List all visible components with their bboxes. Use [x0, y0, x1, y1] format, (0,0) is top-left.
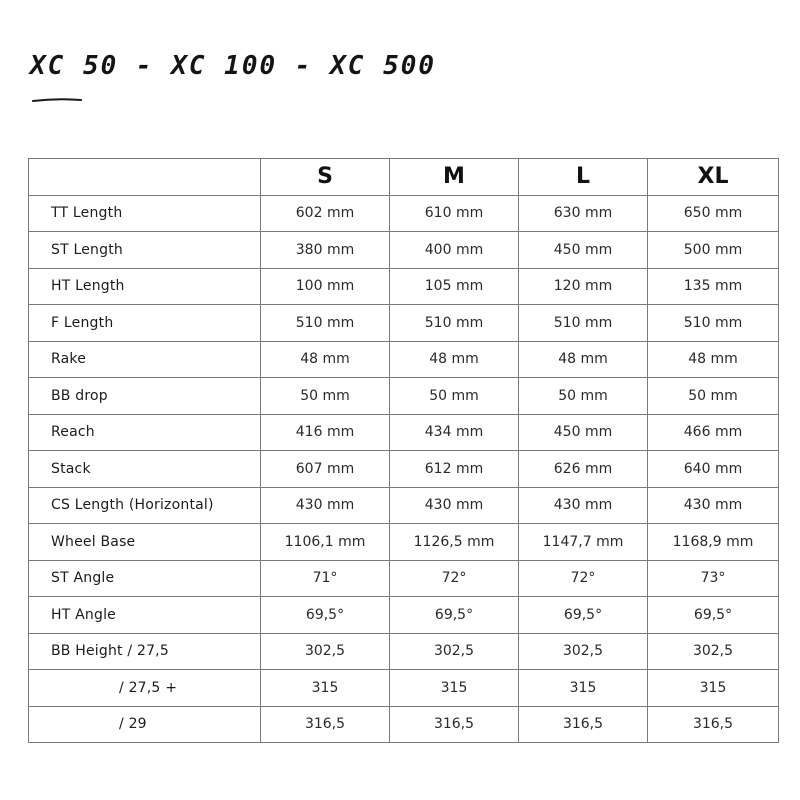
value-cell: 302,5 [648, 633, 779, 670]
table-row [29, 341, 779, 378]
value-cell: 72° [519, 560, 648, 597]
value-cell: 48 mm [390, 341, 519, 378]
value-cell: 626 mm [519, 451, 648, 488]
value-cell: 316,5 [519, 706, 648, 743]
table-row [29, 670, 779, 707]
row-label: Wheel Base [29, 524, 261, 561]
value-cell: 71° [261, 560, 390, 597]
row-label: / 29 [29, 706, 261, 743]
value-cell: 69,5° [261, 597, 390, 634]
row-label: TT Length [29, 195, 261, 232]
value-cell: 50 mm [390, 378, 519, 415]
value-cell: 510 mm [261, 305, 390, 342]
value-cell: 120 mm [519, 268, 648, 305]
value-cell: 510 mm [390, 305, 519, 342]
value-cell: 69,5° [519, 597, 648, 634]
value-cell: 612 mm [390, 451, 519, 488]
value-cell: 69,5° [648, 597, 779, 634]
table-row [29, 524, 779, 561]
value-cell: 416 mm [261, 414, 390, 451]
value-cell: 302,5 [519, 633, 648, 670]
page-title: XC 50 - XC 100 - XC 500 [30, 51, 437, 81]
value-cell: 466 mm [648, 414, 779, 451]
value-cell: 316,5 [261, 706, 390, 743]
value-cell: 650 mm [648, 195, 779, 232]
row-label: ST Length [29, 232, 261, 269]
table-row [29, 268, 779, 305]
value-cell: 434 mm [390, 414, 519, 451]
table-row [29, 232, 779, 269]
table-row [29, 597, 779, 634]
value-cell: 430 mm [519, 487, 648, 524]
table-body [29, 195, 779, 743]
value-cell: 48 mm [261, 341, 390, 378]
value-cell: 640 mm [648, 451, 779, 488]
value-cell: 1126,5 mm [390, 524, 519, 561]
size-header-m: M [390, 159, 519, 196]
value-cell: 315 [390, 670, 519, 707]
table-row [29, 451, 779, 488]
value-cell: 302,5 [261, 633, 390, 670]
row-label: BB drop [29, 378, 261, 415]
value-cell: 602 mm [261, 195, 390, 232]
value-cell: 380 mm [261, 232, 390, 269]
value-cell: 73° [648, 560, 779, 597]
value-cell: 315 [261, 670, 390, 707]
value-cell: 400 mm [390, 232, 519, 269]
header-empty-cell [29, 159, 261, 196]
size-header-s: S [261, 159, 390, 196]
value-cell: 610 mm [390, 195, 519, 232]
value-cell: 1147,7 mm [519, 524, 648, 561]
row-label: Reach [29, 414, 261, 451]
value-cell: 100 mm [261, 268, 390, 305]
title-underline-stroke [32, 95, 82, 105]
value-cell: 1106,1 mm [261, 524, 390, 561]
value-cell: 430 mm [648, 487, 779, 524]
table-row [29, 560, 779, 597]
geometry-table [28, 158, 779, 743]
value-cell: 450 mm [519, 232, 648, 269]
value-cell: 105 mm [390, 268, 519, 305]
value-cell: 135 mm [648, 268, 779, 305]
size-header-l: L [519, 159, 648, 196]
row-label: ST Angle [29, 560, 261, 597]
value-cell: 69,5° [390, 597, 519, 634]
table-header-row [29, 159, 779, 196]
row-label: BB Height / 27,5 [29, 633, 261, 670]
value-cell: 50 mm [519, 378, 648, 415]
row-label: Stack [29, 451, 261, 488]
size-header-xl: XL [648, 159, 779, 196]
value-cell: 607 mm [261, 451, 390, 488]
table-row [29, 414, 779, 451]
table-row [29, 195, 779, 232]
row-label: / 27,5 + [29, 670, 261, 707]
table-row [29, 305, 779, 342]
value-cell: 316,5 [648, 706, 779, 743]
value-cell: 315 [519, 670, 648, 707]
value-cell: 510 mm [648, 305, 779, 342]
table-row [29, 633, 779, 670]
value-cell: 1168,9 mm [648, 524, 779, 561]
value-cell: 430 mm [261, 487, 390, 524]
table-row [29, 487, 779, 524]
table-row [29, 378, 779, 415]
value-cell: 315 [648, 670, 779, 707]
value-cell: 316,5 [390, 706, 519, 743]
row-label: HT Length [29, 268, 261, 305]
value-cell: 500 mm [648, 232, 779, 269]
row-label: Rake [29, 341, 261, 378]
value-cell: 50 mm [261, 378, 390, 415]
value-cell: 72° [390, 560, 519, 597]
value-cell: 48 mm [648, 341, 779, 378]
value-cell: 48 mm [519, 341, 648, 378]
value-cell: 450 mm [519, 414, 648, 451]
value-cell: 430 mm [390, 487, 519, 524]
row-label: HT Angle [29, 597, 261, 634]
row-label: CS Length (Horizontal) [29, 487, 261, 524]
value-cell: 302,5 [390, 633, 519, 670]
table-row [29, 706, 779, 743]
value-cell: 510 mm [519, 305, 648, 342]
row-label: F Length [29, 305, 261, 342]
value-cell: 50 mm [648, 378, 779, 415]
value-cell: 630 mm [519, 195, 648, 232]
